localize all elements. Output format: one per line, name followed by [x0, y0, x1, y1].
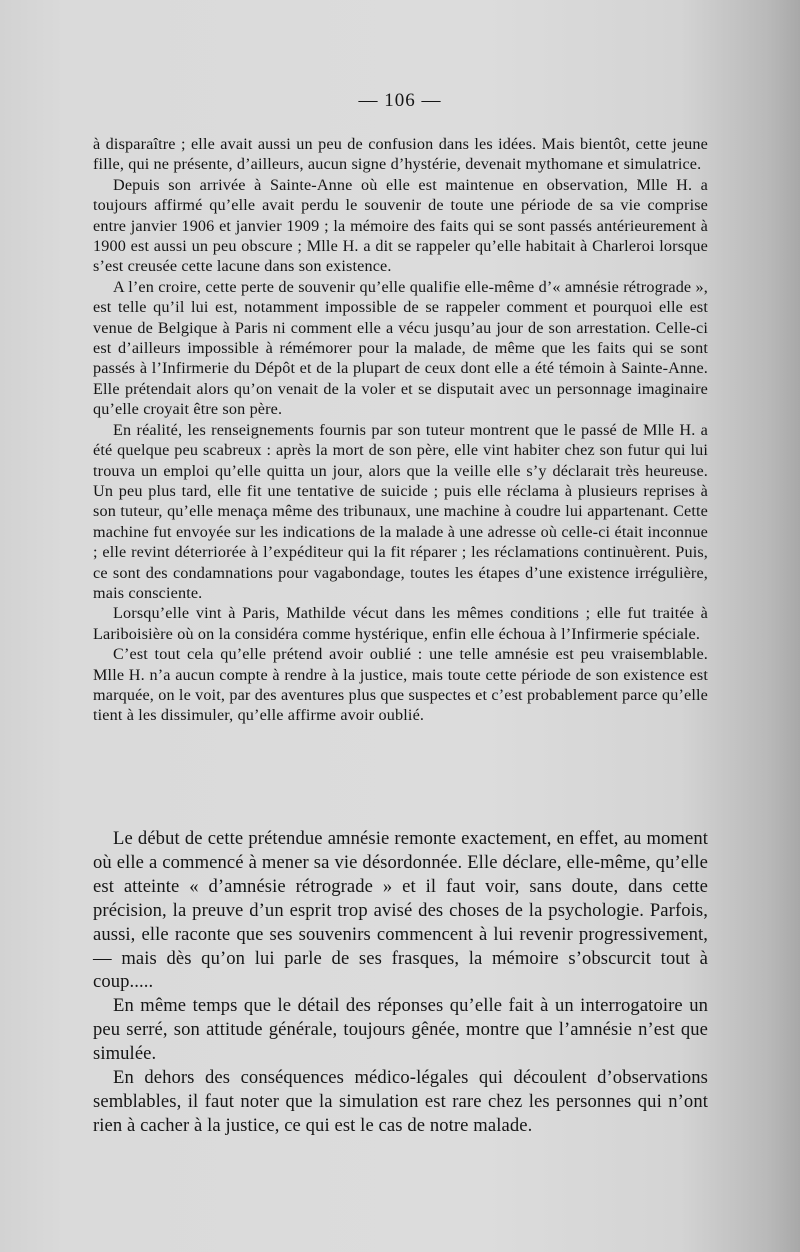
paragraph: Le début de cette prétendue amnésie remonte exactement, en effet, au moment où elle a commencé à mener sa vie désordonnée. Elle déclare, elle-même, qu’elle est atteinte « d’amnésie rétrograde » et il faut voir, sans doute, dans cette précision, la preuve d’un esprit trop avisé des choses de la psychologie. Parfois, aussi, elle raconte que ses souvenirs commencent à lui revenir progressivement, — mais dès qu’on lui parle de ses frasques, la mémoire s’obscurcit tout à coup.....: [93, 828, 708, 993]
page-number: — 106 —: [358, 90, 442, 111]
paragraph: En même temps que le détail des réponses qu’elle fait à un interrogatoire un peu serré, son attitude générale, toujours gênée, montre que l’amnésie n’est que simulée.: [93, 995, 708, 1065]
paragraph: à disparaître ; elle avait aussi un peu de confusion dans les idées. Mais bientôt, cette jeune fille, qui ne présente, d’ailleurs, aucun signe d’hystérie, devenait mythomane et simulatrice.: [93, 135, 708, 174]
paragraph: Depuis son arrivée à Sainte-Anne où elle est maintenue en observation, Mlle H. a toujours affirmé qu’elle avait perdu le souvenir de toute une période de sa vie comprise entre janvier 1906 et janvier 1909 ; la mémoire des faits qui se sont passés antérieurement à 1900 est aussi un peu obscure ; Mlle H. a dit se rappeler qu’elle habitait à Charleroi lorsque s’est creusée cette lacune dans son existence.: [93, 175, 708, 276]
section-large-print: [93, 827, 708, 1138]
paragraph: En réalité, les renseignements fournis par son tuteur montrent que le passé de Mlle H. a été quelque peu scabreux : après la mort de son père, elle vint habiter chez son futur qui lui trouva un emploi qu’elle quitta un jour, alors que la veille elle s’y déclarait très heureuse. Un peu plus tard, elle fit une tentative de suicide ; puis elle réclama à plusieurs reprises à son tuteur, qu’elle menaça même des tribunaux, une machine à coudre lui appartenant. Cette machine fut envoyée sur les indications de la malade à une adresse où celle-ci était inconnue ; elle revint déterriorée à l’expéditeur qui la fit réparer ; les réclamations continuèrent. Puis, ce sont des condamnations pour vagabondage, toutes les étapes d’une existence irrégulière, mais consciente.: [93, 420, 708, 602]
paragraph: Lorsqu’elle vint à Paris, Mathilde vécut dans les mêmes conditions ; elle fut traitée à Lariboisière où on la considéra comme hystérique, enfin elle échoua à l’Infirmerie spéciale.: [93, 604, 708, 643]
paragraph: A l’en croire, cette perte de souvenir qu’elle qualifie elle-même d’« amnésie rétrograde », est telle qu’il lui est, notamment impossible de se rappeler comment et pourquoi elle est venue de Belgique à Paris ni comment elle a vécu jusqu’au jour de son arrestation. Celle-ci est d’ailleurs impossible à rémémorer pour la malade, de même que les faits qui se sont passés à l’Infirmerie du Dépôt et de la plupart de ceux dont elle a été témoin à Sainte-Anne. Elle prétendait alors qu’on venait de la voler et se disputait avec un personnage imaginaire qu’elle croyait être son père.: [93, 277, 708, 419]
section-small-print: [93, 134, 708, 726]
paragraph: C’est tout cela qu’elle prétend avoir oublié : une telle amnésie est peu vraisemblable. Mlle H. n’a aucun compte à rendre à la justice, mais toute cette période de son existence est marquée, on le voit, par des aventures plus que suspectes et c’est probablement parce qu’elle tient à les dissimuler, qu’elle affirme avoir oublié.: [93, 645, 708, 725]
paragraph: En dehors des conséquences médico-légales qui découlent d’observations semblables, il faut noter que la simulation est rare chez les personnes qui n’ont rien à cacher à la justice, ce qui est le cas de notre malade.: [93, 1067, 708, 1136]
